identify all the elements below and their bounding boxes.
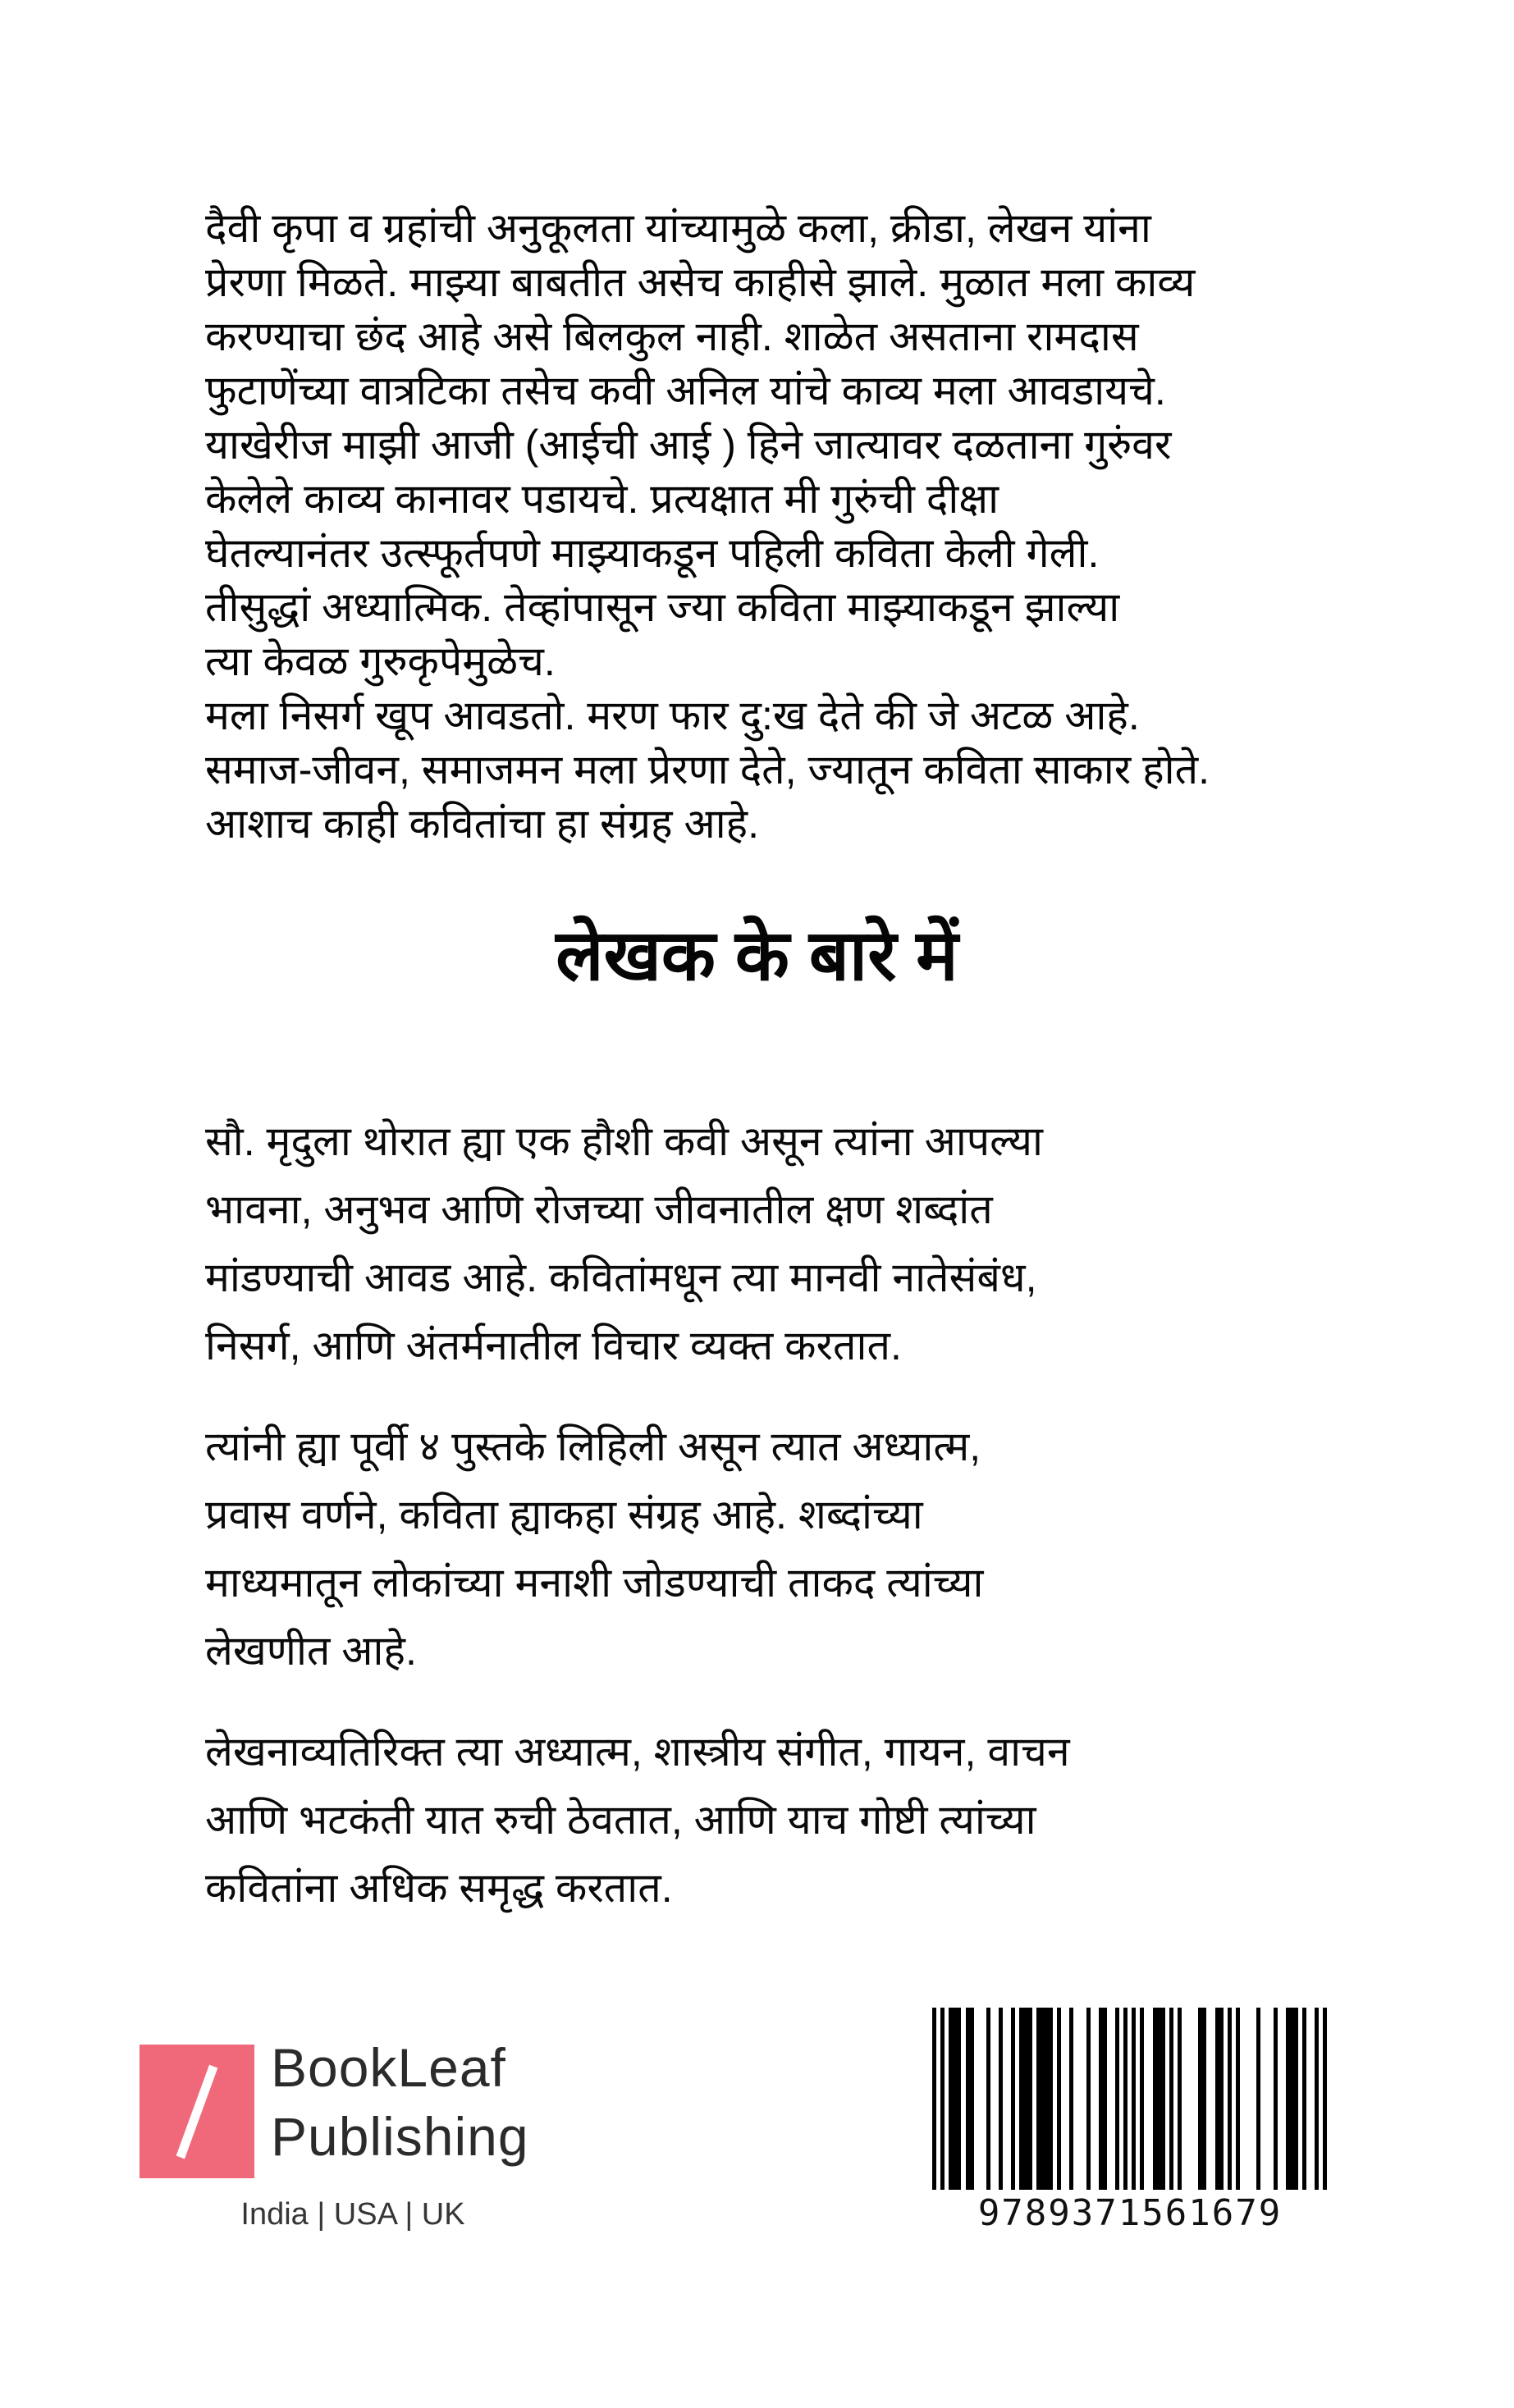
about-paragraph-1: सौ. मृदुला थोरात ह्या एक हौशी कवी असून त्यांना आपल्या भावना, अनुभव आणि रोजच्या जीवनातील क्षण शब्दांत मांडण्याची आवड आहे. कवितांमधून त्या मानवी नातेसंबंध, निसर्ग, आणि अंतर्मनातील विचार व्यक्त करतात. — [205, 1118, 1043, 1368]
about-paragraph-2: त्यांनी ह्या पूर्वी ४ पुस्तके लिहिली असून त्यात अध्यात्म, प्रवास वर्णने, कविता ह्याकहा संग्रह आहे. शब्दांच्या माध्यमातून लोकांच्या मनाशी जोडण्याची ताकद त्यांच्या लेखणीत आहे. — [205, 1423, 984, 1674]
publisher-logo — [140, 2045, 254, 2178]
author-bio-paragraph: दैवी कृपा व ग्रहांची अनुकूलता यांच्यामुळे कला, क्रीडा, लेखन यांना प्रेरणा मिळते. माझ्या बाबतीत असेच काहीसे झाले. मुळात मला काव्य करण्याचा छंद आहे असे बिलकुल नाही. शाळेत असताना रामदास फुटाणेंच्या वात्रटिका तसेच कवी अनिल यांचे काव्य मला आवडायचे. याखेरीज माझी आजी (आईची आई ) हिने जात्यावर दळताना गुरुंवर केलेले काव्य कानावर पडायचे. प्रत्यक्षात मी गुरुंची दीक्षा घेतल्यानंतर उत्स्फूर्तपणे माझ्याकडून पहिली कविता केली गेली. तीसुद्धां अध्यात्मिक. तेव्हांपासून ज्या कविता माझ्याकडून झाल्या त्या केवळ गुरुकृपेमुळेच. मला निसर्ग खूप आवडतो. मरण फार दु:ख देते की जे अटळ आहे. समाज-जीवन, समाजमन मला प्रेरणा देते, ज्यातून कविता साकार होते. आशाच काही कवितांचा हा संग्रह आहे. — [205, 205, 1210, 847]
publisher-name-line2: Publishing — [271, 2106, 529, 2167]
isbn-barcode — [932, 2008, 1328, 2190]
publisher-logo-slash-icon — [176, 2064, 218, 2159]
about-author-heading: लेखक के बारे में — [556, 916, 958, 995]
isbn-number: 9789371561679 — [977, 2192, 1283, 2234]
about-author-section — [205, 1108, 1354, 1955]
publisher-regions: India | USA | UK — [240, 2197, 465, 2232]
publisher-name-line1: BookLeaf — [271, 2037, 506, 2098]
about-paragraph-3: लेखनाव्यतिरिक्त त्या अध्यात्म, शास्त्रीय संगीत, गायन, वाचन आणि भटकंती यात रुची ठेवतात, आणि याच गोष्टी त्यांच्या कवितांना अधिक समृद्ध करतात. — [205, 1729, 1070, 1911]
publisher-wordmark — [271, 2033, 529, 2171]
